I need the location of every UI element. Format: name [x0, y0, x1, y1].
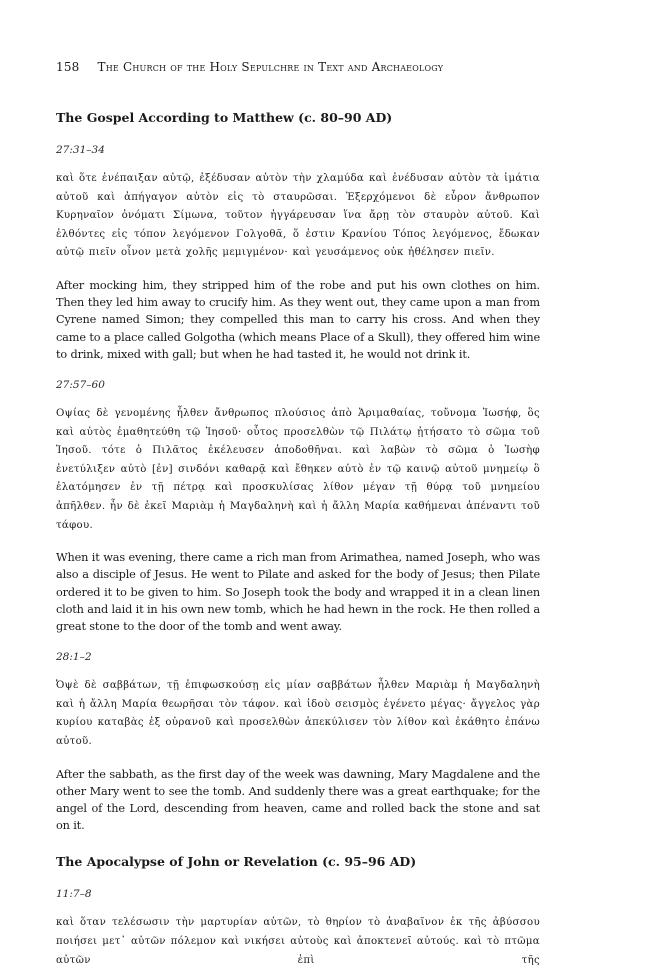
running-title: The Church of the Holy Sepulchre in Text and Archaeology: [97, 60, 444, 74]
passage-matthew-28-1: [56, 650, 540, 834]
greek-text: Οψίας δὲ γενομένης ἦλθεν ἄνθρωπος πλούσιος ἀπὸ Ἁριμαθαίας, τοὔνομα Ἰωσήφ, ὃς καὶ αὐτὸς ἐμαθητεύθη τῷ Ἰησοῦ· οὗτος προσελθὼν τῷ Πιλάτῳ ᾐτήσατο τὸ σῶμα τοῦ Ἰησοῦ. τότε ὁ Πιλᾶτος ἐκέλευσεν ἀποδοθῆναι. καὶ λαβὼν τὸ σῶμα ὁ Ἰωσὴφ ἐνετύλιξεν αὐτὸ [ἐν] σινδόνι καθαρᾷ καὶ ἔθηκεν αὐτὸ ἐν τῷ καινῷ αὐτοῦ μνημείῳ ὃ ἐλατόμησεν ἐν τῇ πέτρᾳ καὶ προσκυλίσας λίθον μέγαν τῇ θύρᾳ τοῦ μνημείου ἀπῆλθεν. ἦν δὲ ἐκεῖ Μαριὰμ ἡ Μαγδαληνὴ καὶ ἡ ἄλλη Μαρία καθήμεναι ἀπέναντι τοῦ τάφου.: [56, 407, 540, 531]
passage-matthew-27-31: [56, 143, 540, 363]
english-translation: When it was evening, there came a rich man from Arimathea, named Joseph, who was also a disciple of Jesus. He went to Pilate and asked for the body of Jesus; then Pilate ordered it to be given to him. So Joseph took the body and wrapped it in a clean linen cloth and laid it in his own new tomb, which he had hewn in the rock. He then rolled a great stone to the door of the tomb and went away.: [56, 551, 540, 633]
english-translation: After mocking him, they stripped him of the robe and put his own clothes on him. Then they led him away to crucify him. As they went out, they came upon a man from Cyrene named Simon; they compelled this man to carry his cross. And when they came to a place called Golgotha (which means Place of a Skull), they offered him wine to drink, mixed with gall; but when he had tasted it, he would not drink it.: [56, 278, 540, 361]
passage-matthew-27-57: [56, 378, 540, 635]
running-head: [56, 60, 443, 74]
section-heading-revelation: The Apocalypse of John or Revelation (c. 95–96 AD): [56, 854, 417, 870]
english-translation: After the sabbath, as the first day of the week was dawning, Mary Magdalene and the other Mary went to see the tomb. And suddenly there was a great earthquake; for the angel of the Lord, descending from heaven, came and rolled back the stone and sat on it.: [56, 767, 540, 833]
passage-reference: 27:57–60: [56, 378, 105, 391]
greek-text: Ὀψὲ δὲ σαββάτων, τῇ ἐπιφωσκούσῃ εἰς μίαν σαββάτων ἦλθεν Μαριὰμ ἡ Μαγδαληνὴ καὶ ἡ ἄλλη Μαρία θεωρῆσαι τὸν τάφον. καὶ ἰδοὺ σεισμὸς ἐγένετο μέγας· ἄγγελος γὰρ κυρίου καταβὰς ἐξ οὐρανοῦ καὶ προσελθὼν ἀπεκύλισεν τὸν λίθον καὶ ἐκάθητο ἐπάνω αὐτοῦ.: [56, 680, 540, 747]
passage-revelation-11-7: [56, 887, 540, 970]
greek-text: καὶ ὅταν τελέσωσιν τὴν μαρτυρίαν αὐτῶν, τὸ θηρίον τὸ ἀναβαῖνον ἐκ τῆς ἀβύσσου ποιήσει μετ᾽ αὐτῶν πόλεμον καὶ νικήσει αὐτοὺς καὶ ἀποκτενεῖ αὐτούς. καὶ τὸ πτῶμα αὐτῶν ἐπὶ τῆς: [56, 917, 540, 966]
greek-text: καὶ ὅτε ἐνέπαιξαν αὐτῷ, ἐξέδυσαν αὐτὸν τὴν χλαμύδα καὶ ἐνέδυσαν αὐτὸν τὰ ἱμάτια αὐτοῦ καὶ ἀπήγαγον αὐτὸν εἰς τὸ σταυρῶσαι. Ἐξερχόμενοι δὲ εὗρον ἄνθρωπον Κυρηναῖον ὀνόματι Σίμωνα, τοῦτον ἠγγάρευσαν ἵνα ἄρῃ τὸν σταυρὸν αὐτοῦ. Καὶ ἐλθόντες εἰς τόπον λεγόμενον Γολγοθᾶ, ὅ ἐστιν Κρανίου Τόπος λεγόμενος, ἔδωκαν αὐτῷ πιεῖν οἶνον μετὰ χολῆς μεμιγμένον· καὶ γευσάμενος οὐκ ἠθέλησεν πιεῖν.: [56, 173, 540, 259]
passage-reference: 27:31–34: [56, 144, 105, 156]
page-body: [56, 108, 540, 970]
passage-reference: 11:7–8: [56, 888, 92, 901]
section-heading-matthew: The Gospel According to Matthew (c. 80–90 AD): [56, 110, 393, 125]
passage-reference: 28:1–2: [56, 651, 92, 664]
page-number: 158: [56, 60, 80, 74]
